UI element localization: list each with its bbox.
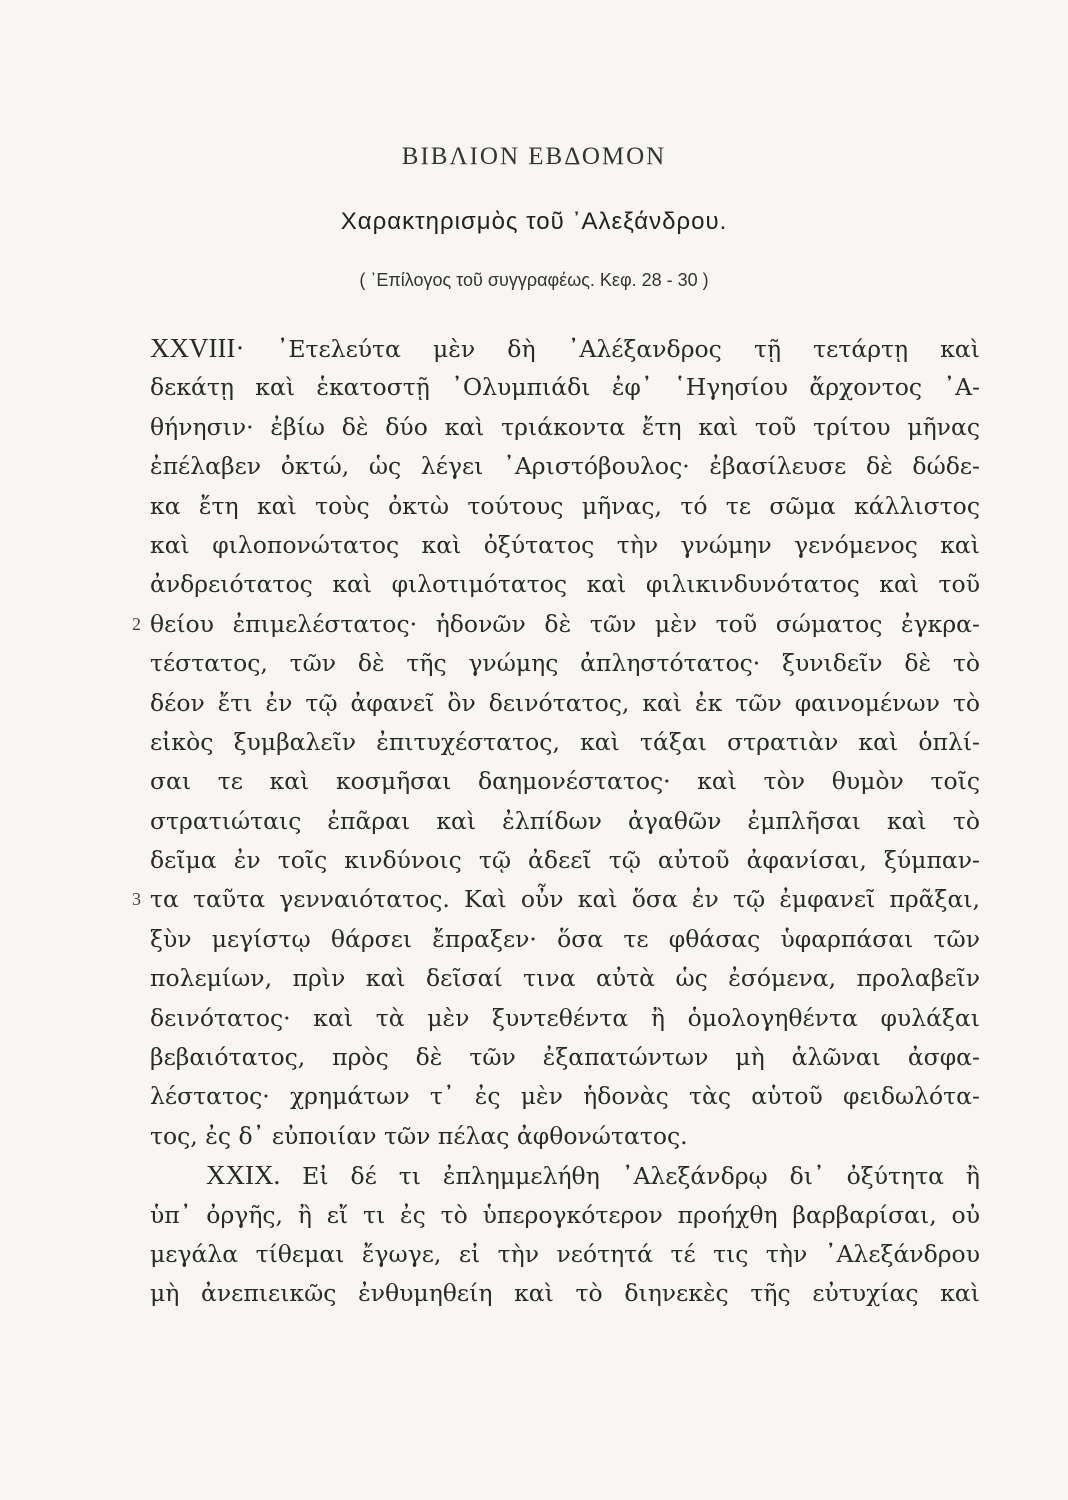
text-line bbox=[150, 565, 980, 604]
text-line bbox=[150, 684, 980, 723]
text-line bbox=[150, 841, 980, 880]
text-body bbox=[132, 329, 980, 1314]
line-text: λέστατος· χρημάτων τ᾿ ἐς μὲν ἡδονὰς τὰς αὑτοῦ φειδωλότα- bbox=[150, 1082, 980, 1111]
margin-section-number: 2 bbox=[132, 613, 141, 634]
line-text: δεῖμα ἐν τοῖς κινδύνοις τῷ ἀδεεῖ τῷ αὐτοῦ ἀφανίσαι, ξύμπαν- bbox=[150, 846, 980, 875]
text-line bbox=[150, 1235, 980, 1274]
line-text: εἰκὸς ξυμβαλεῖν ἐπιτυχέστατος, καὶ τάξαι στρατιὰν καὶ ὁπλί- bbox=[150, 727, 980, 756]
chapter-number: XXIX. bbox=[206, 1160, 281, 1191]
line-text: θείου ἐπιμελέστατος· ἡδονῶν δὲ τῶν μὲν τοῦ σώματος ἐγκρα- bbox=[150, 609, 980, 638]
line-text: μεγάλα τίθεμαι ἔγωγε, εἰ τὴν νεότητά τέ τις τὴν ᾿Αλεξάνδρου bbox=[150, 1239, 980, 1268]
line-text: ἀνδρειότατος καὶ φιλοτιμότατος καὶ φιλικινδυνότατος καὶ τοῦ bbox=[150, 570, 980, 599]
text-line bbox=[150, 644, 980, 683]
line-text: ξὺν μεγίστῳ θάρσει ἔπραξεν· ὅσα τε φθάσας ὑφαρπάσαι τῶν bbox=[150, 924, 980, 953]
line-text: μὴ ἀνεπιεικῶς ἐνθυμηθείη καὶ τὸ διηνεκὲς τῆς εὐτυχίας καὶ bbox=[150, 1279, 980, 1308]
line-text: θήνησιν· ἐβίω δὲ δύο καὶ τριάκοντα ἔτη καὶ τοῦ τρίτου μῆνας bbox=[150, 412, 980, 441]
line-text: σαι τε καὶ κοσμῆσαι δαημονέστατος· καὶ τὸν θυμὸν τοῖς bbox=[150, 767, 980, 796]
line-text: ἐπέλαβεν ὀκτώ, ὡς λέγει ᾿Αριστόβουλος· ἐβασίλευσε δὲ δώδε- bbox=[150, 452, 980, 481]
text-line bbox=[150, 959, 980, 998]
line-text: τέστατος, τῶν δὲ τῆς γνώμης ἀπληστότατος· ξυνιδεῖν δὲ τὸ bbox=[150, 649, 980, 678]
margin-section-number: 3 bbox=[132, 889, 141, 910]
text-line bbox=[150, 368, 980, 407]
text-line bbox=[150, 1038, 980, 1077]
line-text: πολεμίων, πρὶν καὶ δεῖσαί τινα αὐτὰ ὡς ἐσόμενα, προλαβεῖν bbox=[150, 964, 980, 993]
line-text: κα ἔτη καὶ τοὺς ὀκτὼ τούτους μῆνας, τό τε σῶμα κάλλιστος bbox=[150, 491, 980, 520]
book-title: ΒΙΒΛΙΟΝ ΕΒΔΟΜΟΝ bbox=[401, 143, 667, 170]
text-line bbox=[150, 762, 980, 801]
text-line bbox=[150, 723, 980, 762]
text-line bbox=[150, 1077, 980, 1116]
line-text: τος, ἐς δ᾿ εὐποιίαν τῶν πέλας ἀφθονώτατος. bbox=[150, 1121, 688, 1150]
line-text: δεινότατος· καὶ τὰ μὲν ξυντεθέντα ἢ ὁμολογηθέντα φυλάξαι bbox=[150, 1003, 980, 1032]
text-line bbox=[150, 487, 980, 526]
line-text: στρατιώταις ἐπᾶραι καὶ ἐλπίδων ἀγαθῶν ἐμπλῆσαι καὶ τὸ bbox=[150, 806, 980, 835]
text-line bbox=[132, 605, 980, 644]
line-text: δεκάτῃ καὶ ἑκατοστῇ ᾿Ολυμπιάδι ἐφ᾿ ῾Ηγησίου ἄρχοντος ᾿Α- bbox=[150, 373, 980, 402]
text-line bbox=[150, 920, 980, 959]
section-subnote: ( ᾿Επίλογος τοῦ συγγραφέως. Κεφ. 28 - 30 ) bbox=[359, 270, 709, 290]
text-line bbox=[150, 447, 980, 486]
text-line bbox=[132, 880, 980, 919]
text-line bbox=[150, 1156, 980, 1195]
line-text: βεβαιότατος, πρὸς δὲ τῶν ἐξαπατώντων μὴ ἁλῶναι ἀσφα- bbox=[150, 1043, 980, 1072]
line-text: καὶ φιλοπονώτατος καὶ ὀξύτατος τὴν γνώμην γενόμενος καὶ bbox=[150, 530, 980, 559]
text-line bbox=[150, 802, 980, 841]
line-text: ὑπ᾿ ὀργῆς, ἢ εἴ τι ἐς τὸ ὑπερογκότερον προήχθη βαρβαρίσαι, οὐ bbox=[150, 1200, 980, 1229]
line-text: δέον ἔτι ἐν τῷ ἀφανεῖ ὂν δεινότατος, καὶ ἐκ τῶν φαινομένων τὸ bbox=[150, 688, 980, 717]
text-line bbox=[150, 329, 980, 368]
line-text: Εἰ δέ τι ἐπλημμελήθη ᾿Αλεξάνδρῳ δι᾿ ὀξύτητα ἢ bbox=[302, 1162, 980, 1191]
section-subtitle: Χαρακτηρισμὸς τοῦ ᾿Αλεξάνδρου. bbox=[340, 208, 728, 235]
line-text: τα ταῦτα γενναιότατος. Καὶ οὖν καὶ ὅσα ἐν τῷ ἐμφανεῖ πρᾶξαι, bbox=[150, 885, 980, 914]
chapter-number: XXVIII· bbox=[150, 333, 245, 363]
text-line bbox=[150, 1117, 980, 1156]
text-line bbox=[150, 408, 980, 447]
text-line bbox=[150, 526, 980, 565]
text-line bbox=[150, 1274, 980, 1313]
text-line bbox=[150, 1196, 980, 1235]
line-text: ᾿Ετελεύτα μὲν δὴ ᾿Αλέξανδρος τῇ τετάρτῃ καὶ bbox=[276, 335, 980, 363]
text-line bbox=[150, 999, 980, 1038]
